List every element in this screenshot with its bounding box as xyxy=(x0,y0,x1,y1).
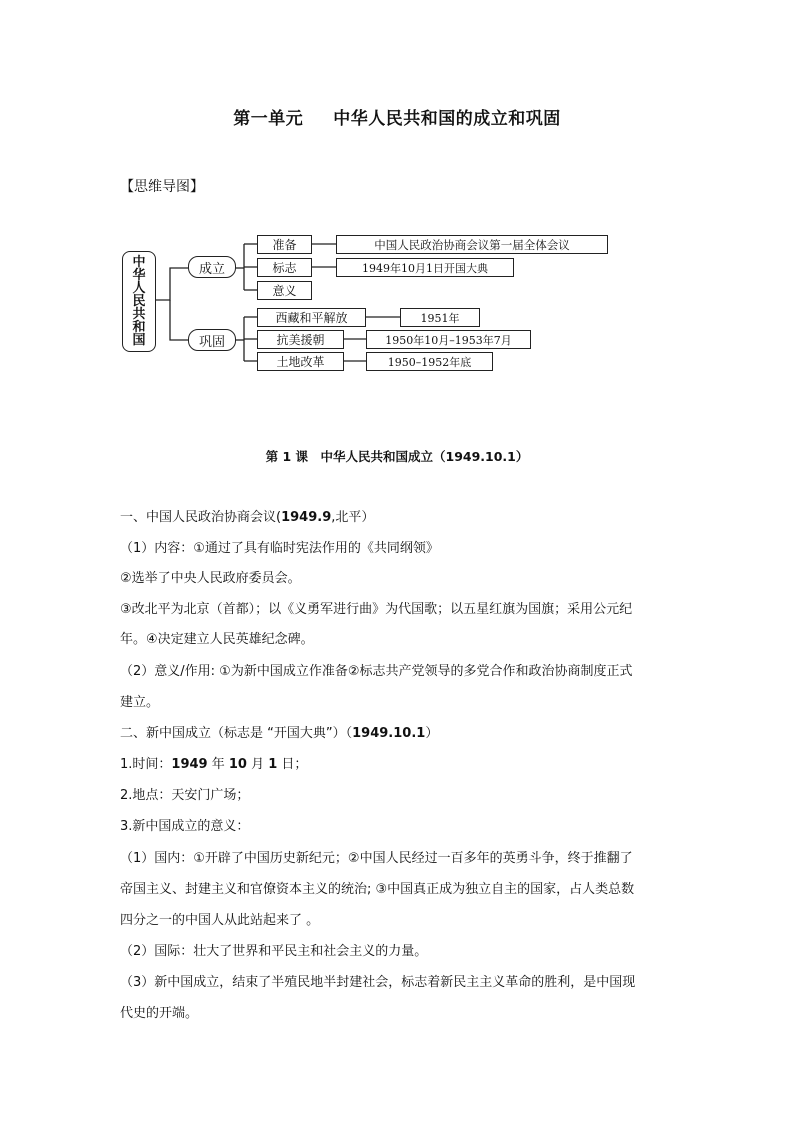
node-korea-value: 1950年10月–1953年7月 xyxy=(366,330,531,349)
node-meaning: 意义 xyxy=(257,281,312,300)
root-char: 民 xyxy=(132,294,146,309)
unit-title-part1: 第一单元 xyxy=(233,109,304,129)
node-mark: 标志 xyxy=(257,258,312,277)
section2-end-line1: （3）新中国成立，结束了半殖民地半封建社会，标志着新民主主义革命的胜利，是中国现 xyxy=(120,975,636,990)
lesson-title: 第 1 课 中华人民共和国成立（1949.10.1） xyxy=(265,449,529,464)
section1-item3-line2: 年。④决定建立人民英雄纪念碑。 xyxy=(120,632,314,647)
mindmap xyxy=(0,0,794,400)
root-char: 共 xyxy=(132,307,146,322)
section2-significance: 3.新中国成立的意义： xyxy=(120,819,250,834)
root-char: 中 xyxy=(132,255,146,270)
section1-item2: ②选举了中央人民政府委员会。 xyxy=(120,571,301,586)
branch-founding: 成立 xyxy=(188,256,236,278)
section2-domestic-line2: 帝国主义、封建主义和官僚资本主义的统治; ③中国真正成为独立自主的国家，占人类总数 xyxy=(120,882,635,897)
unit-title-part2: 中华人民共和国的成立和巩固 xyxy=(333,109,561,129)
section2-domestic-line1: （1）国内：①开辟了中国历史新纪元；②中国人民经过一百多年的英勇斗争，终于推翻了 xyxy=(120,851,633,866)
node-land-value: 1950–1952年底 xyxy=(366,352,493,371)
section2-time: 1.时间：1949 年 10 月 1 日； xyxy=(120,757,308,772)
node-korea: 抗美援朝 xyxy=(257,330,344,349)
section1-meaning-line2: 建立。 xyxy=(120,695,160,710)
node-tibet-value: 1951年 xyxy=(400,308,480,327)
node-prep: 准备 xyxy=(257,235,312,254)
mindmap-root xyxy=(122,251,156,352)
section2-end-line2: 代史的开端。 xyxy=(120,1006,199,1021)
branch-consolidation: 巩固 xyxy=(188,329,236,351)
section1-meaning-line1: （2）意义/作用: ①为新中国成立作准备②标志共产党领导的多党合作和政治协商制度正式 xyxy=(120,664,633,679)
mindmap-heading: 【思维导图】 xyxy=(120,179,204,195)
section2-domestic-line3: 四分之一的中国人从此站起来了 。 xyxy=(120,913,320,928)
root-char: 和 xyxy=(132,320,146,335)
node-mark-value: 1949年10月1日开国大典 xyxy=(336,258,514,277)
section2-place: 2.地点：天安门广场； xyxy=(120,788,250,803)
root-char: 人 xyxy=(132,281,146,296)
node-tibet: 西藏和平解放 xyxy=(257,308,366,327)
section1-item3-line1: ③改北平为北京（首都）；以《义勇军进行曲》为代国歌；以五星红旗为国旗；采用公元纪 xyxy=(120,602,633,617)
section2-title: 二、新中国成立（标志是 “开国大典”）（1949.10.1） xyxy=(120,726,439,741)
node-land: 土地改革 xyxy=(257,352,344,371)
section2-international: （2）国际：壮大了世界和平民主和社会主义的力量。 xyxy=(120,944,428,959)
section1-content: （1）内容：①通过了具有临时宪法作用的《共同纲领》 xyxy=(120,541,439,556)
node-prep-value: 中国人民政治协商会议第一届全体会议 xyxy=(336,235,608,254)
root-char: 国 xyxy=(132,333,146,348)
section1-title: 一、中国人民政治协商会议(1949.9,北平） xyxy=(120,510,375,525)
root-char: 华 xyxy=(132,268,146,283)
